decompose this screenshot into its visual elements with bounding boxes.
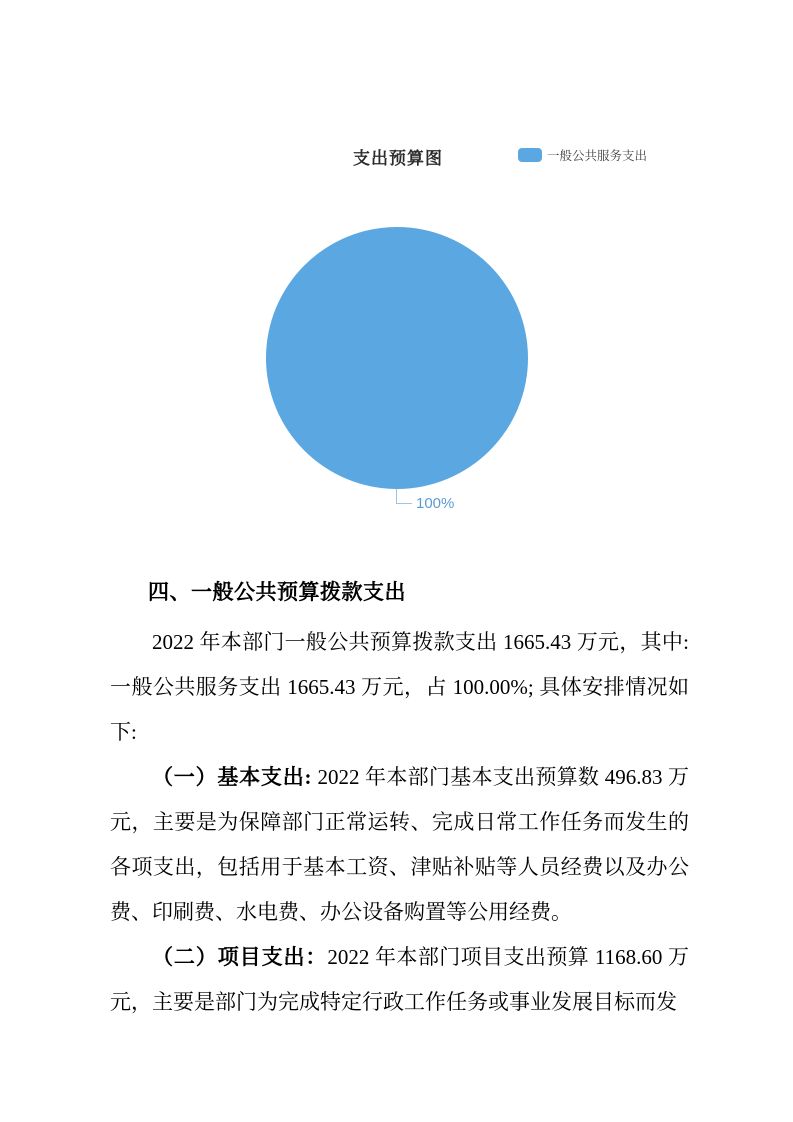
pie-slice-general-public-services <box>266 227 528 489</box>
paragraph-project-text: 2022 年本部门项目支出预算 1168.60 万元，主要是部门为完成特定行政工作任务或事业发展目标而发 <box>110 945 689 1014</box>
paragraph-basic-text: 2022 年本部门基本支出预算数 496.83 万元，主要是为保障部门正常运转、完成日常工作任务而发生的各项支出，包括用于基本工资、津贴补贴等人员经费以及办公费、印刷费、水电费、办公设备购置等公用经费。 <box>110 765 689 924</box>
paragraph-basic-expenditure <box>110 755 689 935</box>
chart-legend <box>518 146 647 164</box>
paragraph-overview-text: 2022 年本部门一般公共预算拨款支出 1665.43 万元，其中: 一般公共服务支出 1665.43 万元，占 100.00%; 具体安排情况如下: <box>110 630 689 744</box>
section-heading: 四、一般公共预算拨款支出 <box>148 581 406 604</box>
pie-label-leader-line <box>396 489 412 504</box>
legend-label: 一般公共服务支出 <box>547 149 648 163</box>
paragraph-basic-lead: （一）基本支出: <box>152 765 312 789</box>
legend-swatch-icon <box>518 148 542 162</box>
section-body <box>110 578 689 1025</box>
paragraph-project-expenditure <box>110 935 689 1025</box>
paragraph-overview <box>110 620 689 755</box>
chart-title: 支出预算图 <box>353 149 443 168</box>
pie-percentage-label: 100% <box>416 495 455 512</box>
paragraph-project-lead: （二）项目支出： <box>152 945 328 969</box>
